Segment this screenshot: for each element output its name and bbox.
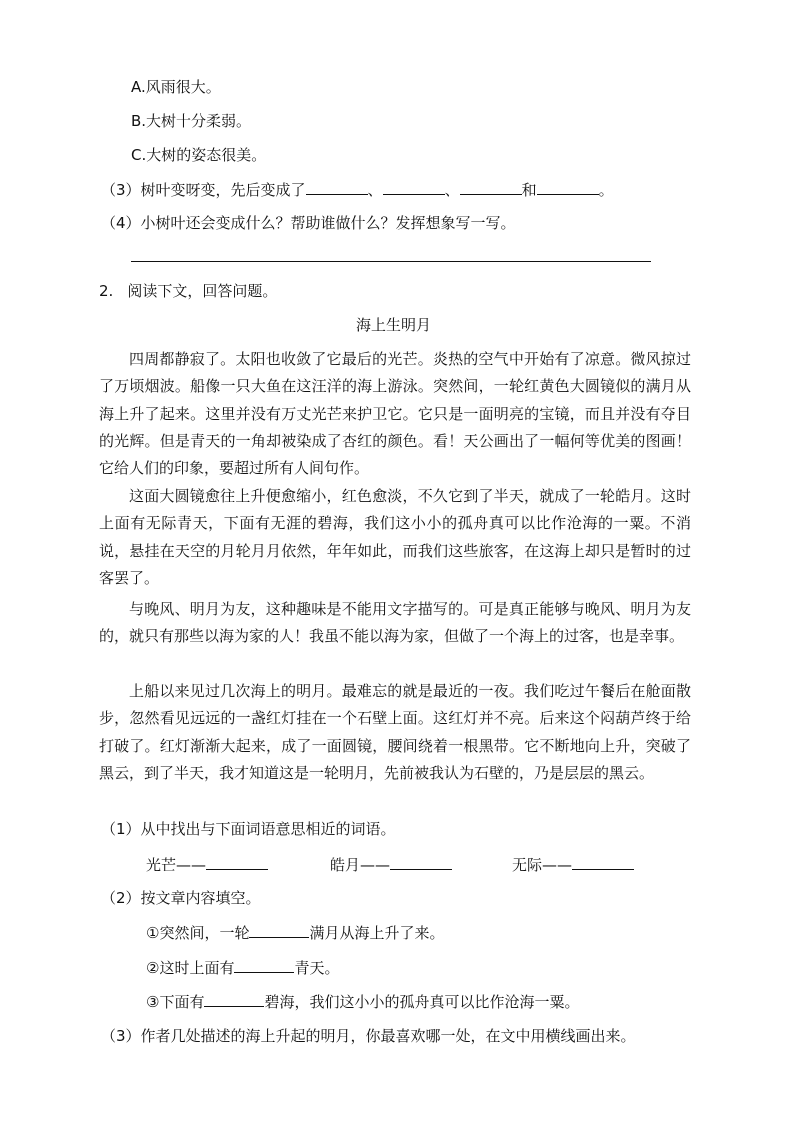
passage-paragraph-2: 这面大圆镜愈往上升便愈缩小，红色愈淡，不久它到了半天，就成了一轮皓月。这时上面有无际青天，下面有无涯的碧海，我们这小小的孤舟真可以比作沧海的一粟。不消说，悬挂在天空的月轮月月依然，年年如此，而我们这些旅客，在这海上却只是暂时的过客罢了。 <box>99 487 691 587</box>
option-a: A.风雨很大。 <box>131 78 221 96</box>
synonym-row <box>146 854 686 875</box>
question-1-4: （4）小树叶还会变成什么？帮助谁做什么？发挥想象写一写。 <box>101 214 516 232</box>
sub-question-3: （3）作者几处描述的海上升起的明月，你最喜欢哪一处，在文中用横线画出来。 <box>101 1027 636 1045</box>
word-wuji: 无际—— <box>512 856 573 874</box>
question-number: 2. <box>99 282 114 300</box>
answer-blank[interactable] <box>234 957 294 973</box>
option-c: C.大树的姿态很美。 <box>131 146 267 164</box>
passage-paragraph-4: 上船以来见过几次海上的明月。最难忘的就是最近的一夜。我们吃过午餐后在舱面散步，忽然看见远远的一盏红灯挂在一个石壁上面。这红灯并不亮。后来这个闷葫芦终于给打破了。红灯渐渐大起来，成了一面圆镜，腰间绕着一根黑带。它不断地向上升，突破了黑云，到了半天，我才知道这是一轮明月，先前被我认为石壁的，乃是层层的黑云。 <box>99 682 691 782</box>
answer-line[interactable] <box>131 261 651 262</box>
word-guangmang: 光芒—— <box>146 856 207 874</box>
question-2-heading <box>99 281 277 301</box>
option-b: B.大树十分柔弱。 <box>131 112 252 130</box>
fill-item-2-text-end: 青天。 <box>294 959 340 977</box>
separator: 和 <box>521 181 537 199</box>
separator: 、 <box>367 181 383 199</box>
fill-item-3 <box>146 991 579 1012</box>
passage-paragraph-1: 四周都静寂了。太阳也收敛了它最后的光芒。炎热的空气中开始有了凉意。微风掠过了万顷烟波。船像一只大鱼在这汪洋的海上游泳。突然间，一轮红黄色大圆镜似的满月从海上升了起来。这里并没有万丈光芒来护卫它。它只是一面明亮的宝镜，而且并没有夺目的光辉。但是青天的一角却被染成了杏红的颜色。看！天公画出了一幅何等优美的图画！它给人们的印象，要超过所有人间句作。 <box>99 350 691 478</box>
passage-title: 海上生明月 <box>356 316 432 334</box>
separator: 。 <box>598 181 614 199</box>
fill-item-3-text-end: 碧海，我们这小小的孤舟真可以比作沧海一粟。 <box>264 993 580 1011</box>
sub-question-2: （2）按文章内容填空。 <box>101 889 261 907</box>
fill-item-2-text: ②这时上面有 <box>146 959 235 977</box>
answer-blank[interactable] <box>206 854 268 870</box>
fill-item-1 <box>146 922 444 943</box>
fill-item-2 <box>146 957 339 978</box>
answer-blank[interactable] <box>306 179 368 195</box>
question-instruction: 阅读下文，回答问题。 <box>127 282 278 300</box>
sub-question-1: （1）从中找出与下面词语意思相近的词语。 <box>101 820 396 838</box>
question-1-3 <box>101 179 614 200</box>
answer-blank[interactable] <box>383 179 445 195</box>
answer-blank[interactable] <box>572 854 634 870</box>
answer-blank[interactable] <box>460 179 522 195</box>
word-haoyue: 皓月—— <box>330 856 391 874</box>
separator: 、 <box>444 181 460 199</box>
answer-blank[interactable] <box>537 179 599 195</box>
passage-paragraph-3: 与晚风、明月为友，这种趣味是不能用文字描写的。可是真正能够与晚风、明月为友的，就只有那些以海为家的人！我虽不能以海为家，但做了一个海上的过客，也是幸事。 <box>99 600 691 646</box>
answer-blank[interactable] <box>249 922 309 938</box>
answer-blank[interactable] <box>204 991 264 1007</box>
answer-blank[interactable] <box>390 854 452 870</box>
fill-item-3-text: ③下面有 <box>146 993 205 1011</box>
fill-item-1-text-end: 满月从海上升了来。 <box>309 924 445 942</box>
question-1-3-prefix: （3）树叶变呀变，先后变成了 <box>101 181 306 199</box>
fill-item-1-text: ①突然间，一轮 <box>146 924 250 942</box>
